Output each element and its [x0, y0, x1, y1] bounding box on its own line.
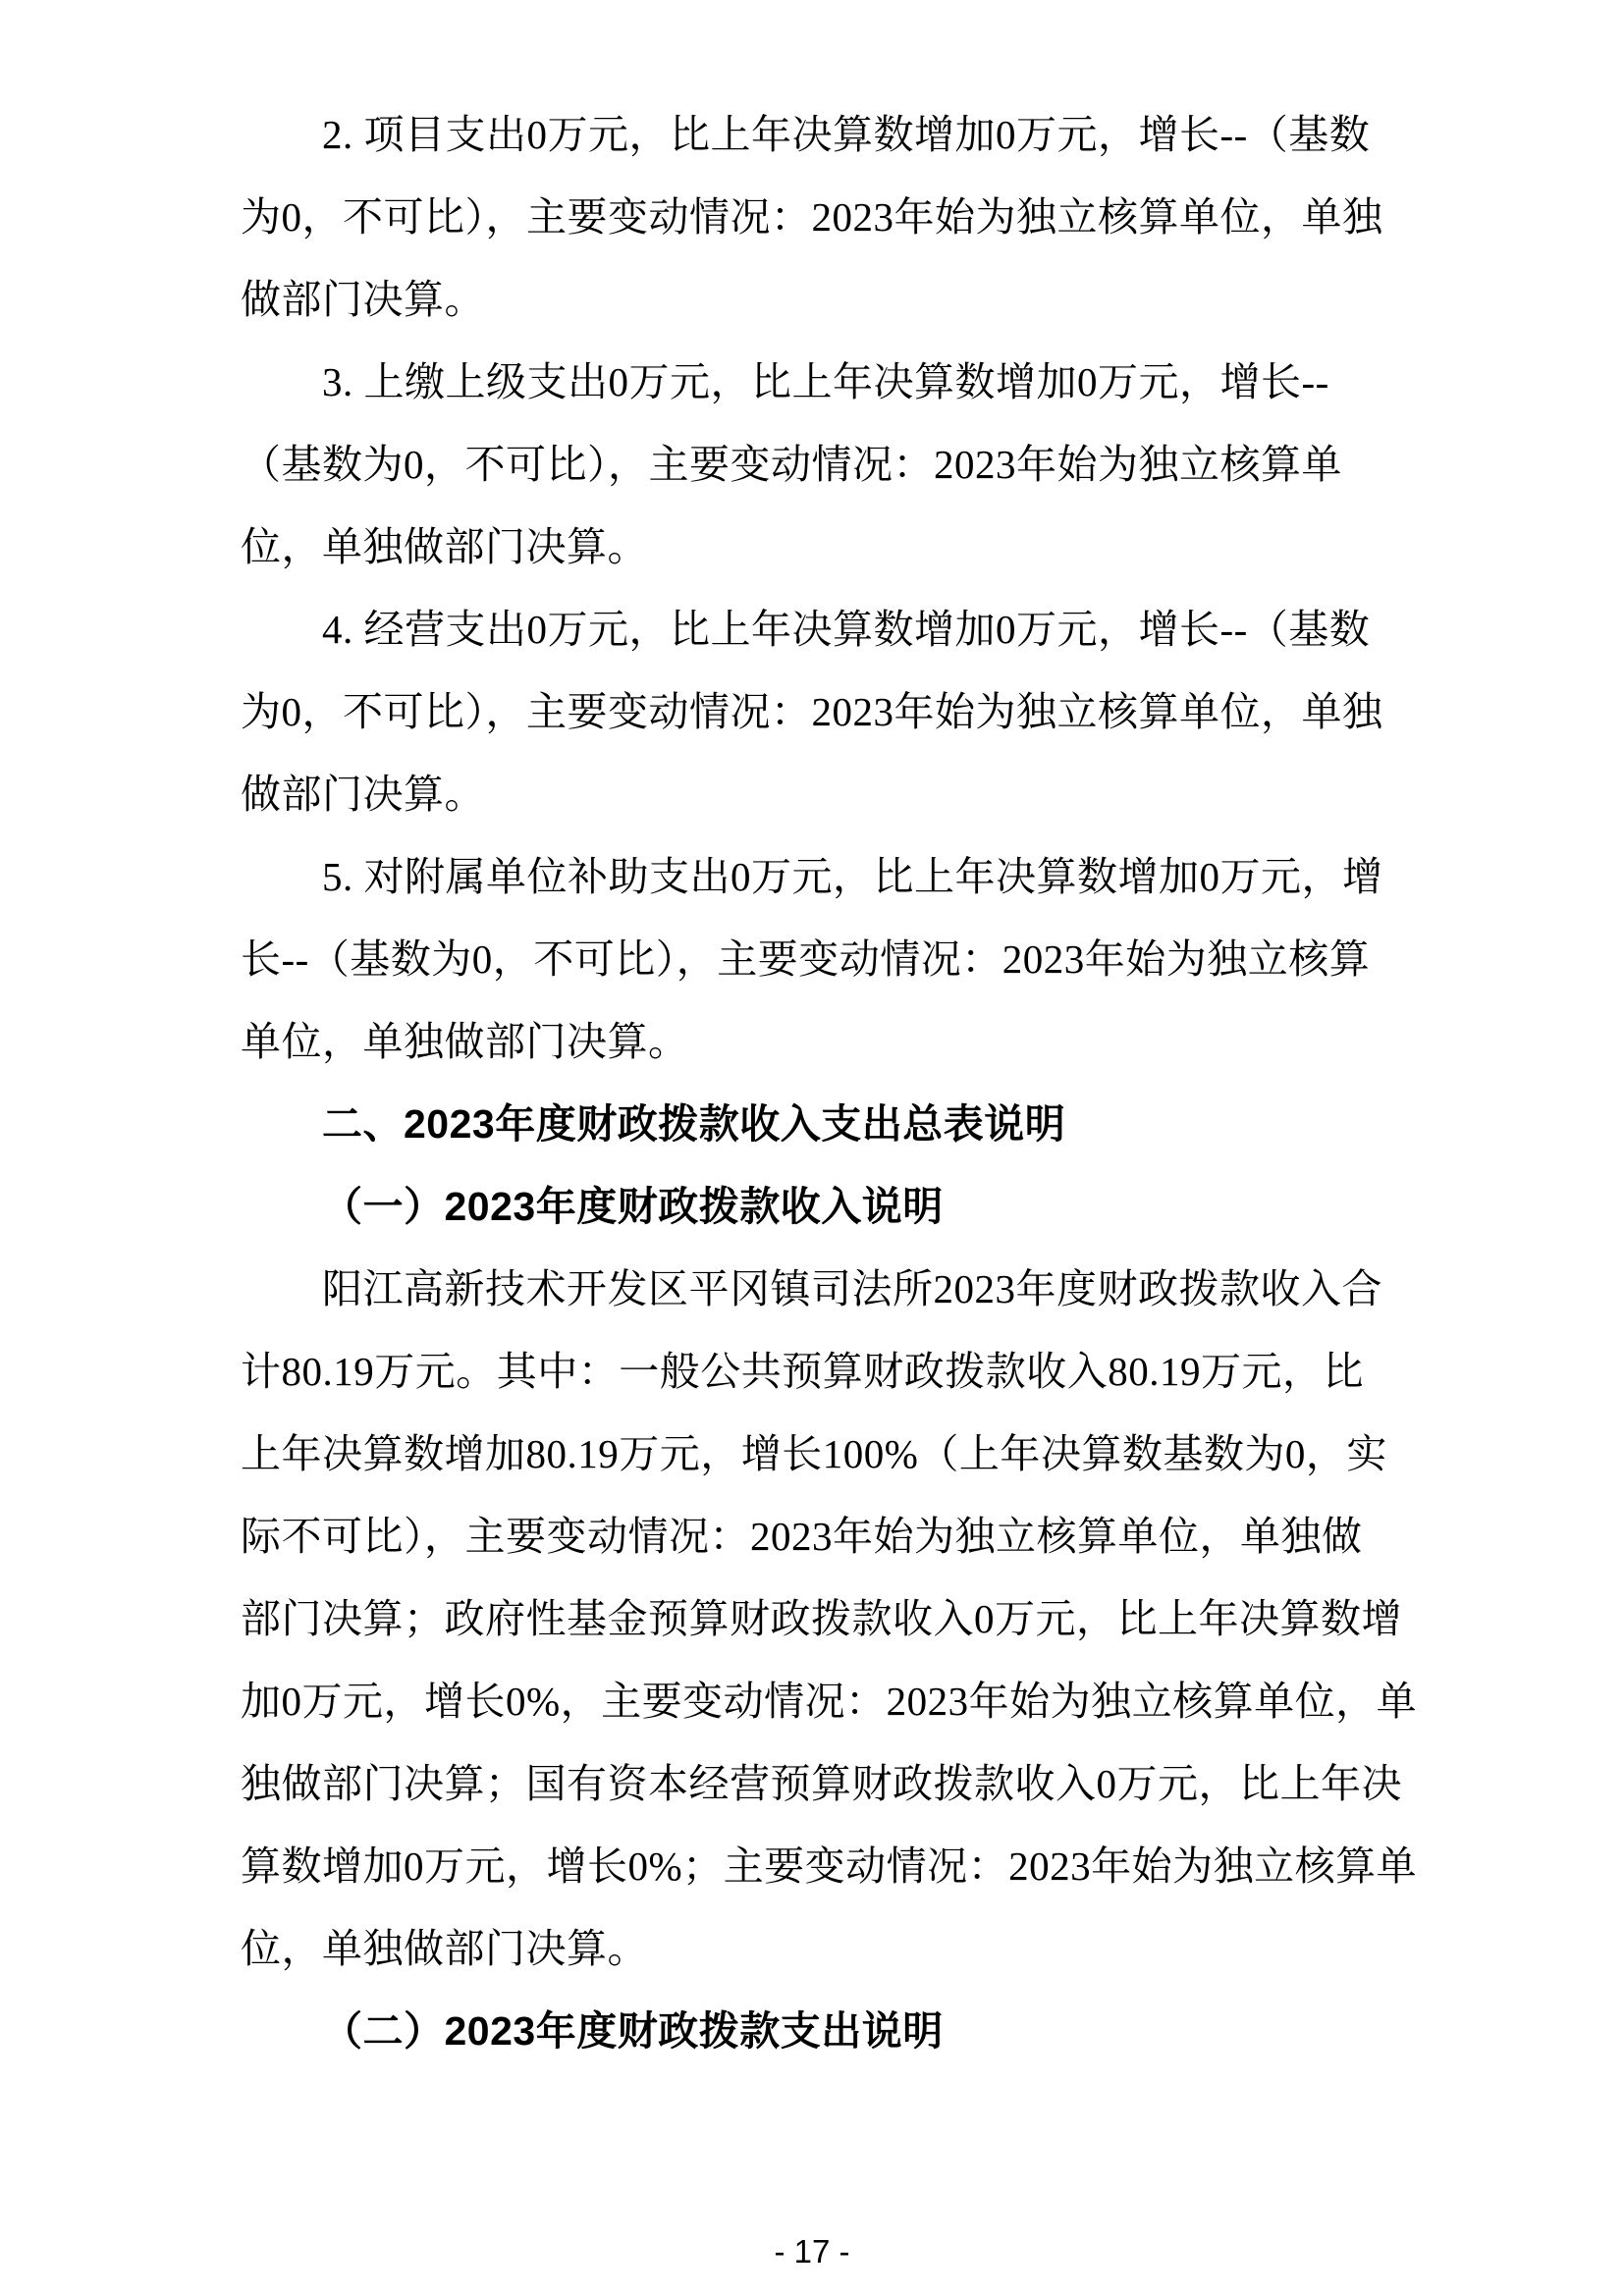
document-content: [241, 93, 1418, 2072]
text-line: 上年决算数增加80.19万元，增长100%（上年决算数基数为0，实: [241, 1431, 1387, 1476]
section-heading: （一）2023年度财政拨款收入说明: [322, 1184, 944, 1229]
section-heading: 二、2023年度财政拨款收入支出总表说明: [322, 1101, 1066, 1147]
text-line: 3. 上缴上级支出0万元，比上年决算数增加0万元，增长--: [322, 359, 1329, 404]
text-line: 位，单独做部门决算。: [241, 1926, 648, 1971]
text-line: 4. 经营支出0万元，比上年决算数增加0万元，增长--（基数: [322, 607, 1371, 652]
text-line: 算数增加0万元，增长0%；主要变动情况：2023年始为独立核算单: [241, 1843, 1418, 1889]
text-line: 做部门决算。: [241, 772, 485, 817]
text-line: 为0，不可比），主要变动情况：2023年始为独立核算单位，单独: [241, 689, 1383, 734]
text-line: 加0万元，增长0%，主要变动情况：2023年始为独立核算单位，单: [241, 1679, 1418, 1724]
text-line: 位，单独做部门决算。: [241, 524, 648, 569]
section-heading: （二）2023年度财政拨款支出说明: [322, 2008, 944, 2054]
text-line: 为0，不可比），主要变动情况：2023年始为独立核算单位，单独: [241, 194, 1383, 240]
text-line: 做部门决算。: [241, 277, 485, 322]
text-line: 长--（基数为0，不可比），主要变动情况：2023年始为独立核算: [241, 936, 1371, 982]
text-line: 2. 项目支出0万元，比上年决算数增加0万元，增长--（基数: [322, 112, 1371, 157]
text-line: 部门决算；政府性基金预算财政拨款收入0万元，比上年决算数增: [241, 1596, 1402, 1641]
text-line: 阳江高新技术开发区平冈镇司法所2023年度财政拨款收入合: [322, 1266, 1382, 1311]
page-number: - 17 -: [774, 2233, 850, 2269]
text-line: 计80.19万元。其中：一般公共预算财政拨款收入80.19万元，比: [241, 1349, 1364, 1394]
text-line: 际不可比），主要变动情况：2023年始为独立核算单位，单独做: [241, 1514, 1363, 1559]
text-line: 单位，单独做部门决算。: [241, 1019, 689, 1064]
text-line: 独做部门决算；国有资本经营预算财政拨款收入0万元，比上年决: [241, 1761, 1402, 1806]
text-line: （基数为0，不可比），主要变动情况：2023年始为独立核算单: [241, 442, 1342, 487]
text-line: 5. 对附属单位补助支出0万元，比上年决算数增加0万元，增: [322, 854, 1383, 899]
